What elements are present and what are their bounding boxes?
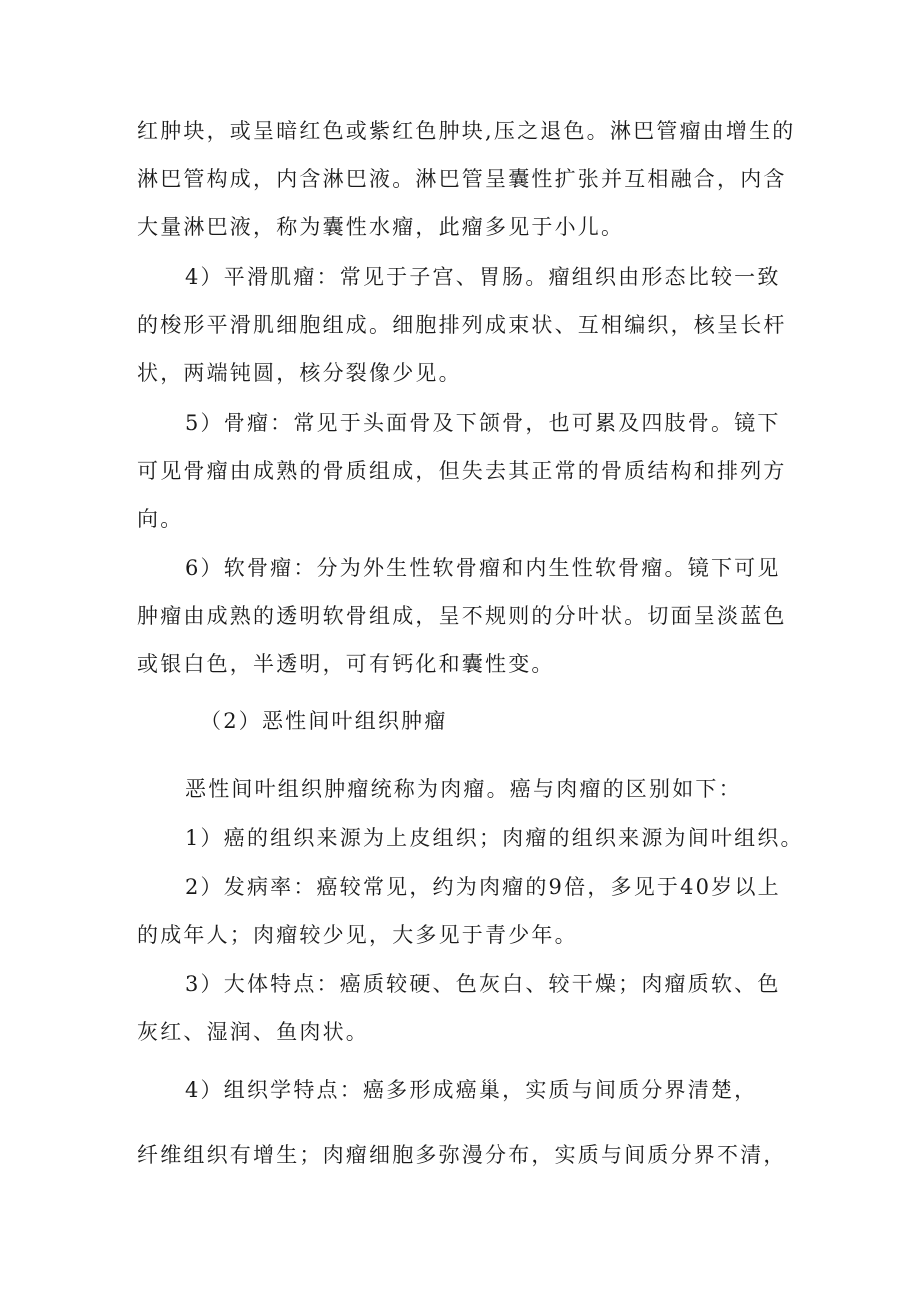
text-line: 纤维组织有增生；肉瘤细胞多弥漫分布，实质与间质分界不清， <box>137 1143 787 1167</box>
text-line: 的梭形平滑肌细胞组成。细胞排列成束状、互相编织，核呈长杆 <box>137 313 787 337</box>
text-line: 大量淋巴液，称为囊性水瘤，此瘤多见于小儿。 <box>137 215 625 239</box>
text-line: 肿瘤由成熟的透明软骨组成，呈不规则的分叶状。切面呈淡蓝色 <box>137 604 787 628</box>
text-line: 可见骨瘤由成熟的骨质组成，但失去其正常的骨质结构和排列方 <box>137 459 787 483</box>
text-line: 4）组织学特点：癌多形成癌巢，实质与间质分界清楚， <box>185 1078 758 1102</box>
text-line: 灰红、湿润、鱼肉状。 <box>137 1020 369 1044</box>
text-line: 或银白色，半透明，可有钙化和囊性变。 <box>137 652 555 676</box>
section-heading: （2）恶性间叶组织肿瘤 <box>200 709 448 733</box>
text-line: 4）平滑肌瘤：常见于子宫、胃肠。瘤组织由形态比较一致 <box>185 265 781 289</box>
text-line: 淋巴管构成，内含淋巴液。淋巴管呈囊性扩张并互相融合，内含 <box>137 167 787 191</box>
text-line: 恶性间叶组织肿瘤统称为肉瘤。癌与肉瘤的区别如下： <box>185 777 742 801</box>
text-line: 状，两端钝圆，核分裂像少见。 <box>137 361 462 385</box>
text-line: 向。 <box>137 507 184 531</box>
text-line: 2）发病率：癌较常见，约为肉瘤的9倍，多见于40岁以上 <box>185 875 781 899</box>
text-line: 1）癌的组织来源为上皮组织；肉瘤的组织来源为间叶组织。 <box>185 826 804 850</box>
text-line: 的成年人；肉瘤较少见，大多见于青少年。 <box>137 923 578 947</box>
text-line: 6）软骨瘤：分为外生性软骨瘤和内生性软骨瘤。镜下可见 <box>185 556 781 580</box>
text-line: 3）大体特点：癌质较硬、色灰白、较干燥；肉瘤质软、色 <box>185 972 781 996</box>
text-line: 5）骨瘤：常见于头面骨及下颌骨，也可累及四肢骨。镜下 <box>185 411 781 435</box>
text-line: 红肿块，或呈暗红色或紫红色肿块,压之退色。淋巴管瘤由增生的 <box>137 119 796 143</box>
